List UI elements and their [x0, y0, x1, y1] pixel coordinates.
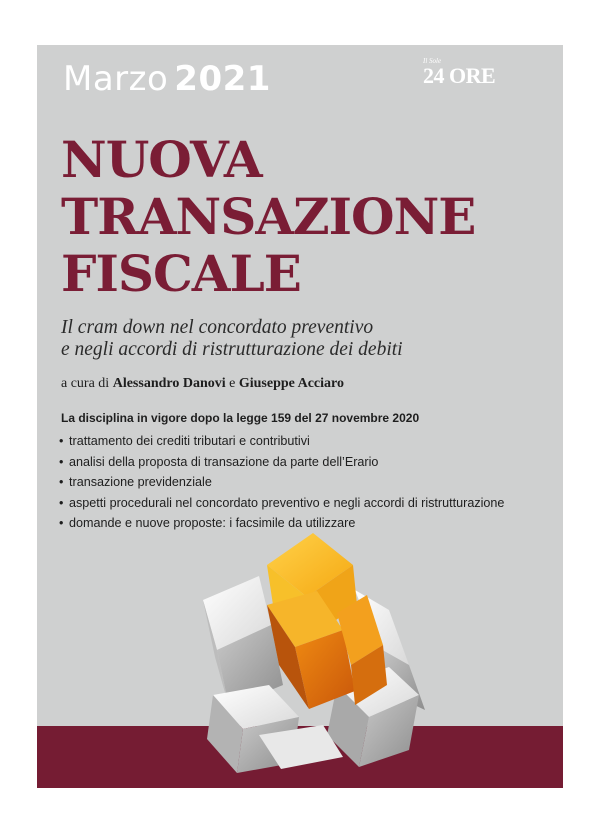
editors-joiner: e: [229, 376, 236, 391]
list-item-text: trattamento dei crediti tributari e contributivi: [69, 434, 310, 448]
list-item-text: domande e nuove proposte: i facsimile da utilizzare: [69, 516, 356, 531]
editors-prefix: a cura di: [61, 376, 110, 391]
title-line: TRANSAZIONE: [61, 187, 476, 246]
editor-name: Giuseppe Acciaro: [238, 376, 344, 391]
title-line: NUOVA: [61, 130, 262, 189]
cube-cluster-illustration: [37, 45, 563, 788]
issue-year: 2021: [174, 59, 271, 99]
bullet-icon: •: [59, 454, 64, 469]
list-item-text: analisi della proposta di transazione da parte dell’Erario: [69, 454, 379, 469]
publisher-logo-small: Il Sole: [423, 57, 442, 65]
bullet-icon: •: [59, 516, 64, 531]
publisher-logo-big: 24 ORE: [423, 63, 496, 88]
discipline-heading: La disciplina in vigore dopo la legge 159 del 27 novembre 2020: [61, 411, 420, 425]
subtitle-line: e negli accordi di ristrutturazione dei debiti: [61, 339, 403, 360]
title-line: FISCALE: [61, 244, 301, 303]
issue-month: Marzo: [63, 59, 169, 99]
subtitle-line: Il cram down nel concordato preventivo: [61, 317, 374, 338]
bullet-icon: •: [59, 434, 64, 448]
book-cover: [37, 45, 563, 788]
editor-name: Alessandro Danovi: [112, 376, 226, 391]
list-item-text: transazione previdenziale: [69, 475, 212, 490]
bullet-icon: •: [59, 475, 64, 490]
bullet-icon: •: [59, 495, 64, 510]
list-item-text: aspetti procedurali nel concordato preventivo e negli accordi di ristrutturazione: [69, 495, 505, 510]
